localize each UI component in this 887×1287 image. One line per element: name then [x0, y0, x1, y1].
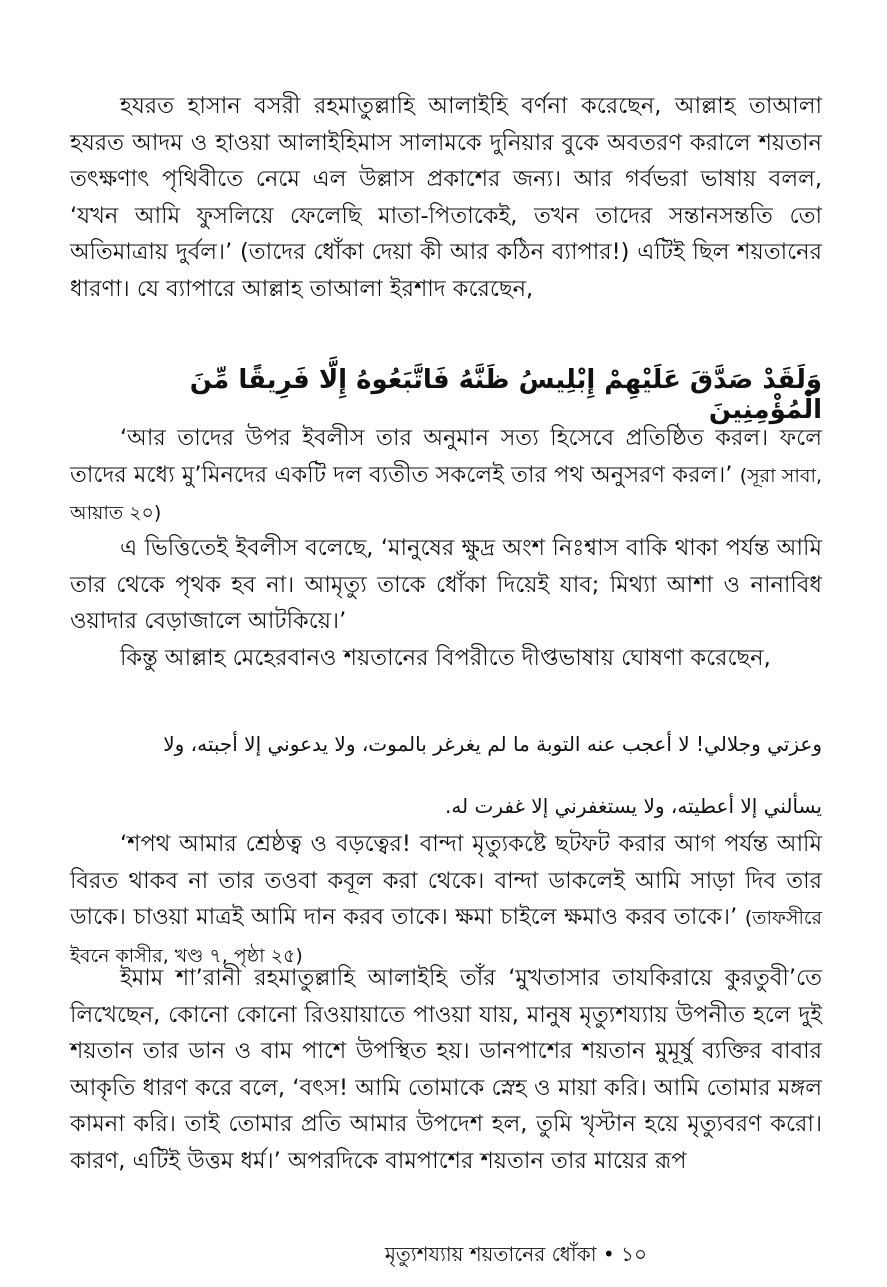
hadith-arabic-line-2: يسألني إلا أعطيته، ولا يستغفرني إلا غفرت له.	[444, 794, 822, 818]
paragraph-allah-declaration: কিন্তু আল্লাহ মেহেরবানও শয়তানের বিপরীতে দীপ্তভাষায় ঘোষণা করেছেন,	[120, 645, 771, 671]
hadith-reference: (তাফসীরে ইবনে কাসীর, খণ্ড ৭, পৃষ্ঠা ২৫)	[70, 907, 822, 967]
verse-reference: (সূরা সাবা, আয়াত ২০)	[70, 464, 822, 524]
verse-translation-text: ‘আর তাদের উপর ইবলীস তার অনুমান সত্য হিসেবে প্রতিষ্ঠিত করল। ফলে তাদের মধ্যে মু’মিনদের একটি দল ব্যতীত সকলেই তার পথ অনুসরণ করল।’	[70, 425, 822, 488]
paragraph-imam-sharani: ইমাম শা’রানী রহমাতুল্লাহি আলাইহি তাঁর ‘মুখতাসার তাযকিরায়ে কুরতুবী’তে লিখেছেন, কোনো কোনো রিওয়ায়াতে পাওয়া যায়, মানুষ মৃত্যুশয্যায় উপনীত হলে দুই শয়তান তার ডান ও বাম পাশে উপস্থিত হয়। ডানপাশের শয়তান মুমূর্ষু ব্যক্তির বাবার আকৃতি ধারণ করে বলে, ‘বৎস! আমি তোমাকে স্নেহ ও মায়া করি। আমি তোমার মঙ্গল কামনা করি। তাই তোমার প্রতি আমার উপদেশ হল, তুমি খৃস্টান হয়ে মৃত্যুবরণ করো। কারণ, এটিই উত্তম ধর্ম।’ অপরদিকে বামপাশের শয়তান তার মায়ের রূপ	[70, 965, 822, 1174]
page-footer	[385, 1240, 647, 1273]
running-title: মৃত্যুশয্যায় শয়তানের ধোঁকা	[384, 1242, 597, 1266]
paragraph-verse-translation	[70, 420, 822, 532]
hadith-arabic-line-1: وعزتي وجلالي! لا أعجب عنه التوبة ما لم يغرغر بالموت، ولا يدعوني إلا أجبته، ولا	[163, 732, 822, 756]
page-number: ১০	[621, 1242, 647, 1266]
hadith-translation-text: ‘শপথ আমার শ্রেষ্ঠত্ব ও বড়ত্বের! বান্দা মৃত্যুকষ্টে ছটফট করার আগ পর্যন্ত আমি বিরত থাকব না তার তওবা কবূল করা থেকে। বান্দা ডাকলেই আমি সাড়া দিব তার ডাকে। চাওয়া মাত্রই আমি দান করব তাকে। ক্ষমা চাইলে ক্ষমাও করব তাকে।’	[70, 831, 822, 930]
paragraph-iblis-vow: এ ভিত্তিতেই ইবলীস বলেছে, ‘মানুষের ক্ষুদ্র অংশ নিঃশ্বাস বাকি থাকা পর্যন্ত আমি তার থেকে পৃথক হব না। আমৃত্যু তাকে ধোঁকা দিয়েই যাব; মিথ্যা আশা ও নানাবিধ ওয়াদার বেড়াজালে আটকিয়ে।’	[70, 535, 822, 634]
paragraph-hadith-translation	[70, 826, 822, 974]
footer-separator: •	[602, 1242, 615, 1266]
quran-verse-arabic: وَلَقَدْ صَدَّقَ عَلَيْهِمْ إِبْلِيسُ ظَنَّهُ فَاتَّبَعُوهُ إِلَّا فَرِيقًا مِّنَ الْمُؤْمِنِينَ	[189, 365, 822, 425]
paragraph-hasan-basri: হযরত হাসান বসরী রহমাতুল্লাহি আলাইহি বর্ণনা করেছেন, আল্লাহ তাআলা হযরত আদম ও হাওয়া আলাইহিমাস সালামকে দুনিয়ার বুকে অবতরণ করালে শয়তান তৎক্ষণাৎ পৃথিবীতে নেমে এল উল্লাস প্রকাশের জন্য। আর গর্বভরা ভাষায় বলল, ‘যখন আমি ফুসলিয়ে ফেলেছি মাতা-পিতাকেই, তখন তাদের সন্তানসন্ততি তো অতিমাত্রায় দুর্বল।’ (তাদের ধোঁকা দেয়া কী আর কঠিন ব্যাপার!) এটিই ছিল শয়তানের ধারণা। যে ব্যাপারে আল্লাহ তাআলা ইরশাদ করেছেন,	[70, 93, 822, 302]
